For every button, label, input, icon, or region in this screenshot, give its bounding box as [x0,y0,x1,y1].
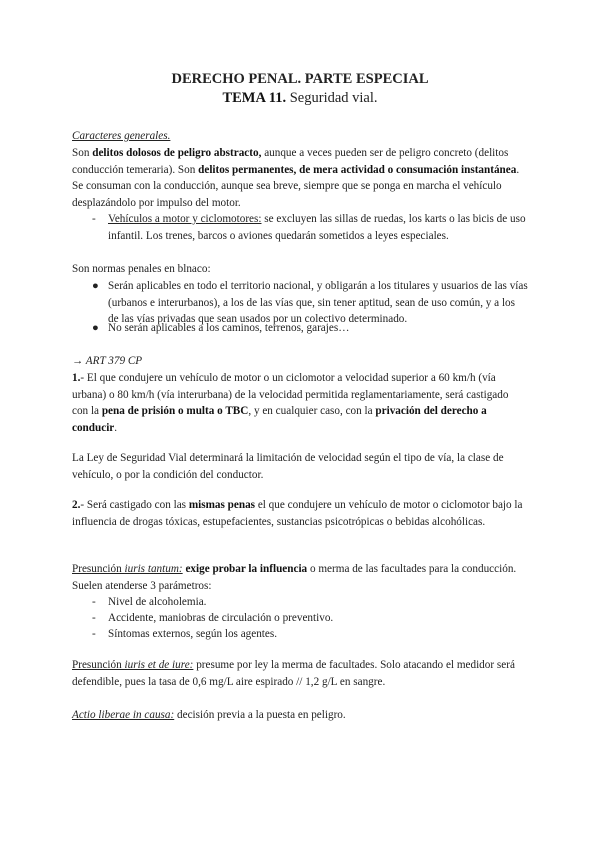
text-run: decisión previa a la puesta en peligro. [174,709,346,721]
label-run: Presunción [72,659,125,671]
presuncion-label [72,659,193,671]
paragraph-actio-liberae [72,707,527,724]
bullet-item: No serán aplicables a los caminos, terrenos, garajes… [108,322,350,334]
list-item: Nivel de alcoholemia. [108,596,207,608]
bold-run: privación del derecho a conducir [72,405,487,434]
label-run: Presunción [72,563,125,575]
bullet-item: Serán aplicables en todo el territorio nacional, y obligarán a los titulares y usuarios de las vías (urbanos e interurbanos), a los de las vías que, sin tener aptitud, sean de uso común, y a los de las vías privadas que sean usados por un colectivo determinado. [108,280,528,326]
topic-title [0,89,600,107]
dash-marker: - [92,596,96,608]
dash-marker: - [92,213,96,225]
text-run: - El que condujere un vehículo de motor o un ciclomotor a velocidad superior a 60 km/h (vía urbana) o 80 km/h (vía interurbana) de la velocidad permitida reglamentariamente, será castigado con la [72,372,509,418]
text-run: Son [72,147,93,159]
presuncion-label [72,563,183,575]
paragraph-art-1 [72,370,527,436]
label-italic-run: iuris tantum: [124,563,183,575]
list-item: Accidente, maniobras de circulación o preventivo. [108,612,334,624]
text-run: . Se consuman con la conducción, aunque sea breve, siempre que se ponga en marcha el vehículo desplazándolo por impulso del motor. [72,163,520,209]
text-run: , y en cualquier caso, con la [248,405,376,418]
list-item: Síntomas externos, según los agentes. [108,628,278,640]
bold-run: pena de prisión o multa o TBC [101,405,249,418]
item-text: se excluyen las sillas de ruedas, los karts o las bicis de uso infantil. Los trenes, barcos o aviones quedarán sometidos a leyes especiales. [108,213,526,242]
text-run: o merma de las facultades para la conducción. Suelen atenderse 3 parámetros: [72,563,517,592]
dash-marker: - [92,628,96,640]
item-number: 2. [72,499,81,511]
text-run: el que condujere un vehículo de motor o ciclomotor bajo la influencia de drogas tóxicas, estupefacientes, sustancias psicotrópicas o bebidas alcohólicas. [72,499,523,528]
text-run: aunque a veces pueden ser de peligro concreto (delitos conducción temeraria). Son [72,147,509,176]
topic-label: TEMA 11. [222,90,287,106]
item-label: Vehículos a motor y ciclomotores: [108,213,262,225]
paragraph-normas-intro: Son normas penales en blnaco: [72,263,211,275]
paragraph-caracteres [72,145,527,211]
actio-label: Actio liberae in causa: [72,709,175,721]
dash-marker: - [92,612,96,624]
article-heading: → ART 379 CP [72,355,143,367]
text-run: . [114,421,118,434]
paragraph-ley-seguridad-vial: La Ley de Seguridad Vial determinará la limitación de velocidad según el tipo de vía, la clase de vehículo, o por la condición del conductor. [72,452,504,481]
bold-run: mismas penas [188,499,256,511]
bullet-marker: ● [92,322,99,334]
section-heading-caracteres: Caracteres generales. [72,130,171,142]
text-run: presume por ley la merma de facultades. Solo atacando el medidor será defendible, pues la tasa de 0,6 mg/L aire espirado // 1,2 g/L en sangre. [72,659,515,688]
item-number: 1. [72,372,81,384]
topic-name: Seguridad vial. [286,90,378,106]
bold-run: exige probar la influencia [182,563,308,575]
text-run: - Será castigado con las [80,499,189,511]
bold-run: delitos permanentes, de mera actividad o consumación instantánea [198,163,517,176]
label-italic-run: iuris et de iure: [124,659,194,671]
bullet-marker: ● [92,280,99,292]
paragraph-iuris-tantum [72,561,527,594]
list-item-vehiculos [108,211,528,244]
paragraph-iuris-et-de-iure [72,657,527,690]
document-title: DERECHO PENAL. PARTE ESPECIAL [171,71,429,87]
bold-run: delitos dolosos de peligro abstracto, [92,147,262,159]
paragraph-art-2 [72,497,527,530]
